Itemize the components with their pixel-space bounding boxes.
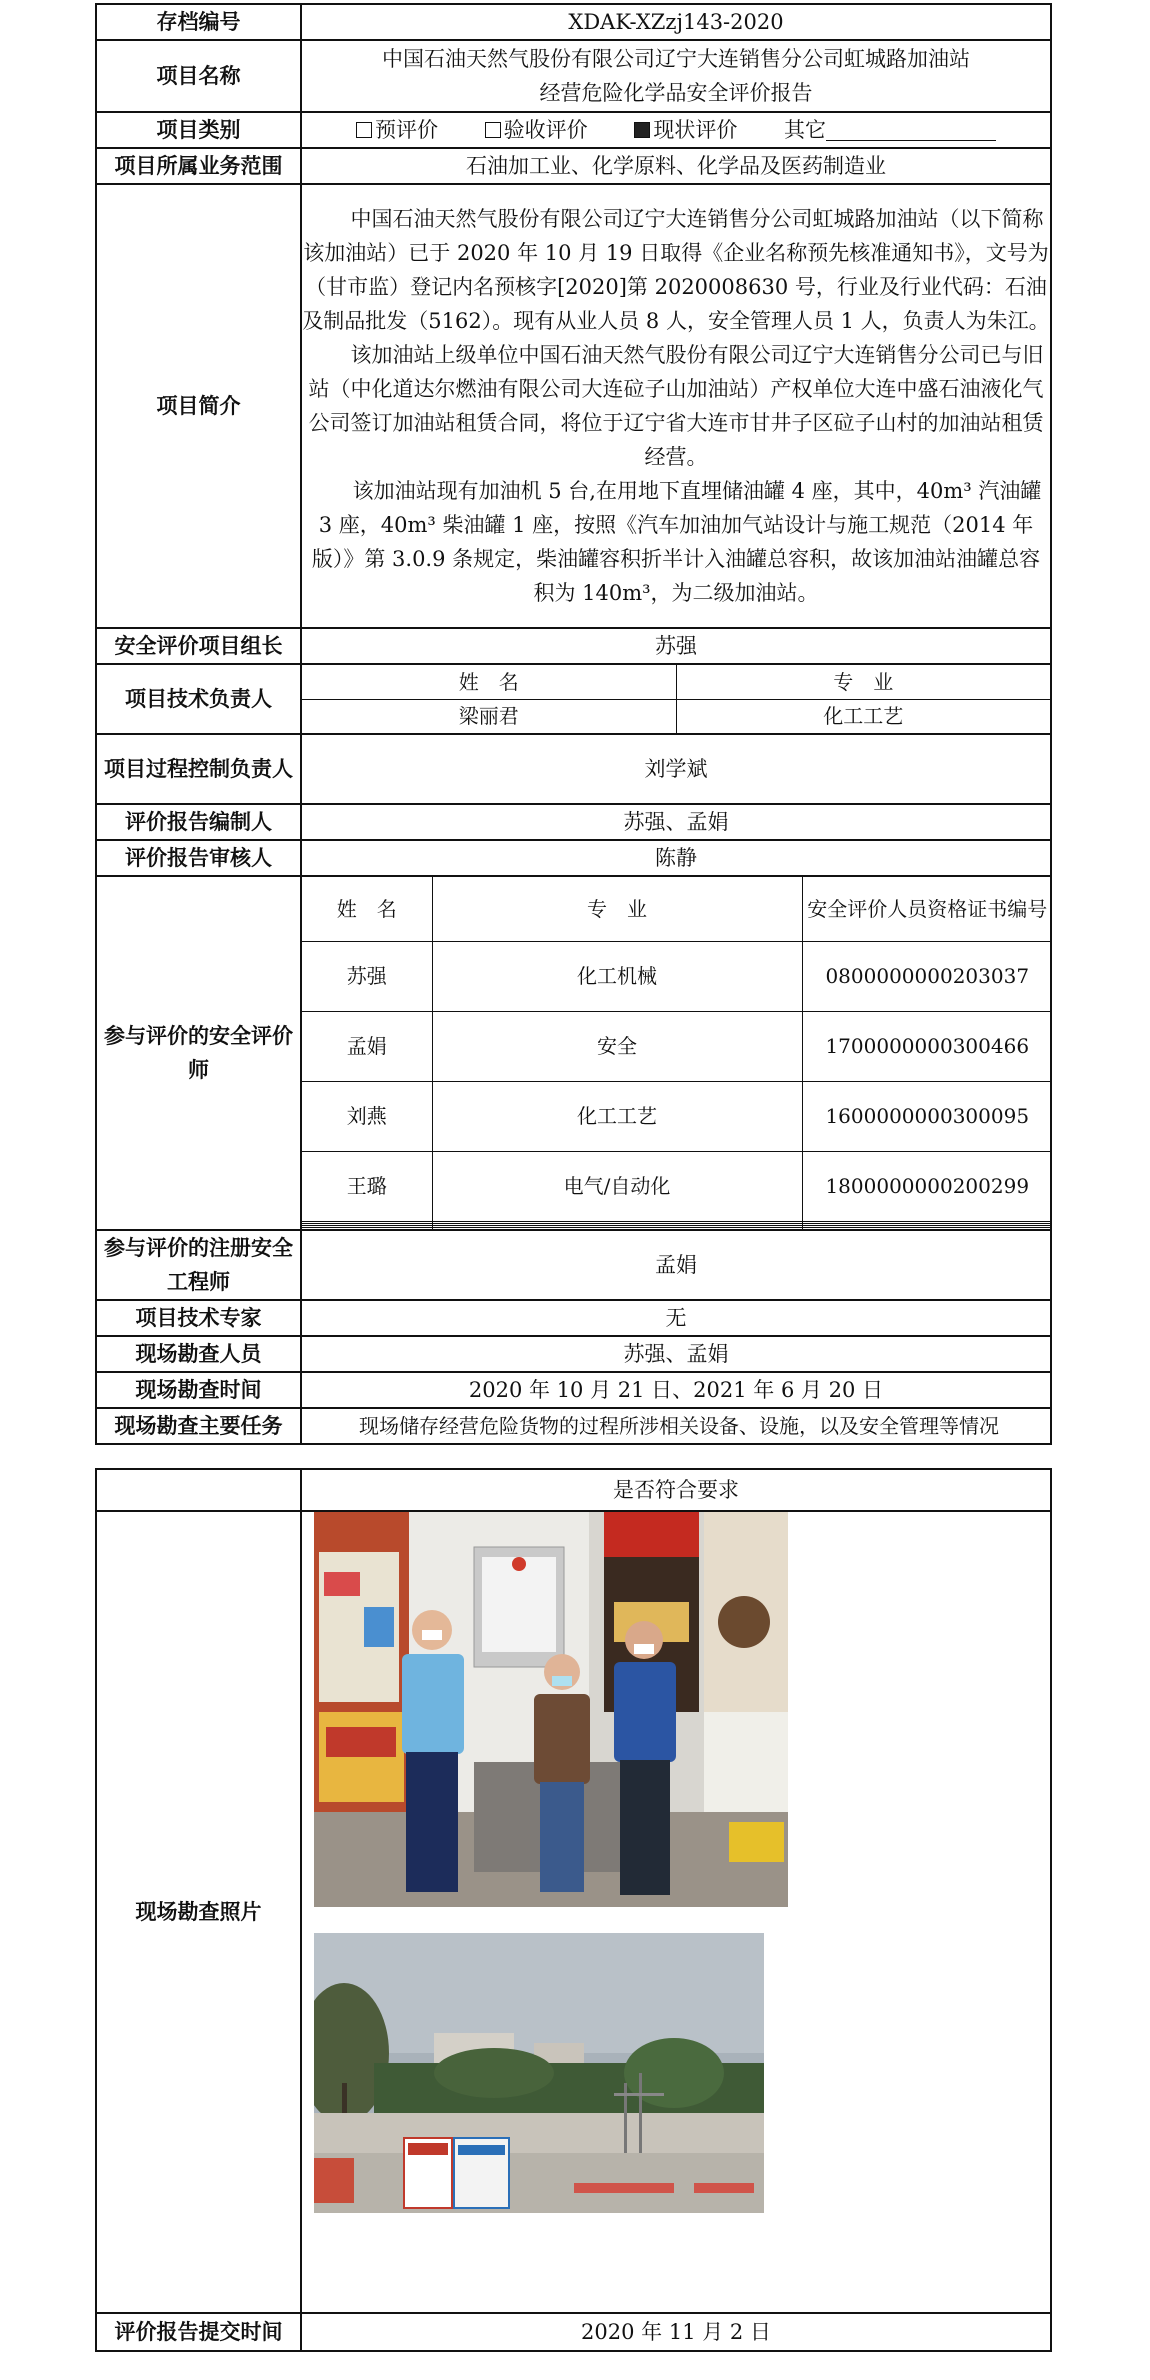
process-control-value: 刘学斌	[301, 734, 1051, 804]
intro-label: 项目简介	[96, 184, 301, 628]
compiler-label: 评价报告编制人	[96, 804, 301, 840]
project-type-options	[301, 112, 1051, 148]
photos-label: 现场勘查照片	[96, 1511, 301, 2313]
assessors-grid	[301, 876, 1051, 1230]
info-table	[95, 3, 1052, 1445]
site-photo-outdoor	[314, 1933, 764, 2213]
reviewer-value: 陈静	[301, 840, 1051, 876]
tech-lead-label: 项目技术负责人	[96, 664, 301, 734]
table-row: 王璐 电气/自动化 1800000000200299	[302, 1151, 1052, 1221]
checkbox-icon[interactable]	[356, 122, 372, 138]
table-row: 苏强 化工机械 0800000000203037	[302, 941, 1052, 1011]
tech-expert-value: 无	[301, 1300, 1051, 1336]
site-time-value: 2020 年 10 月 21 日、2021 年 6 月 20 日	[301, 1372, 1051, 1408]
type-option-pre[interactable]: 预评价	[356, 118, 438, 142]
intro-text	[301, 184, 1051, 628]
table-row: 刘燕 化工工艺 1600000000300095	[302, 1081, 1052, 1151]
site-time-label: 现场勘查时间	[96, 1372, 301, 1408]
tech-lead-major-header: 专 业	[676, 665, 1050, 699]
project-name-line1: 中国石油天然气股份有限公司辽宁大连销售分公司虹城路加油站	[382, 47, 970, 71]
project-type-label: 项目类别	[96, 112, 301, 148]
checkbox-icon[interactable]	[485, 122, 501, 138]
table-row: 孟娟 安全 1700000000300466	[302, 1011, 1052, 1081]
project-name-value	[301, 40, 1051, 112]
reviewer-label: 评价报告审核人	[96, 840, 301, 876]
other-underline	[826, 122, 996, 141]
tech-lead-grid	[301, 664, 1051, 734]
compiler-value: 苏强、孟娟	[301, 804, 1051, 840]
intro-paragraph: 中国石油天然气股份有限公司辽宁大连销售分公司虹城路加油站（以下简称该加油站）已于 2020 年 10 月 19 日取得《企业名称预先核准通知书》，文号为（甘市监）登记内名预核字[2020]第 2020008630 号，行业及行业代码：石油及制品批发（5162）。现有从业人员 8 人，安全管理人员 1 人，负责人为朱江。	[302, 207, 1050, 333]
checked-checkbox-icon[interactable]	[634, 122, 650, 138]
business-scope-value: 石油加工业、化学原料、化学品及医药制造业	[301, 148, 1051, 184]
submit-time-label: 评价报告提交时间	[96, 2313, 301, 2351]
tech-expert-label: 项目技术专家	[96, 1300, 301, 1336]
process-control-label: 项目过程控制负责人	[96, 734, 301, 804]
reg-engineer-value: 孟娟	[301, 1230, 1051, 1300]
assessor-major-header: 专 业	[432, 877, 802, 941]
tech-lead-name: 梁丽君	[302, 699, 676, 733]
site-staff-label: 现场勘查人员	[96, 1336, 301, 1372]
type-option-acceptance[interactable]: 验收评价	[485, 118, 588, 142]
site-staff-value: 苏强、孟娟	[301, 1336, 1051, 1372]
site-task-label: 现场勘查主要任务	[96, 1408, 301, 1444]
table-row	[302, 1228, 1052, 1229]
project-name-label: 项目名称	[96, 40, 301, 112]
submit-time-value: 2020 年 11 月 2 日	[301, 2313, 1051, 2351]
assessor-cert-header: 安全评价人员资格证书编号	[802, 877, 1052, 941]
intro-paragraph: 该加油站上级单位中国石油天然气股份有限公司辽宁大连销售分公司已与旧站（中化道达尔燃油有限公司大连砬子山加油站）产权单位大连中盛石油液化气公司签订加油站租赁合同，将位于辽宁省大连市甘井子区砬子山村的加油站租赁经营。	[308, 343, 1044, 469]
assessors-label: 参与评价的安全评价师	[96, 876, 301, 1230]
tech-lead-name-header: 姓 名	[302, 665, 676, 699]
team-leader-label: 安全评价项目组长	[96, 628, 301, 664]
team-leader-value: 苏强	[301, 628, 1051, 664]
type-option-current[interactable]: 现状评价	[634, 118, 737, 142]
archive-label: 存档编号	[96, 4, 301, 40]
business-scope-label: 项目所属业务范围	[96, 148, 301, 184]
type-option-other: 其它	[784, 118, 996, 142]
photo-table-corner	[96, 1469, 301, 1511]
assessor-name-header: 姓 名	[302, 877, 432, 941]
site-task-value: 现场储存经营危险货物的过程所涉相关设备、设施，以及安全管理等情况	[301, 1408, 1051, 1444]
archive-value: XDAK-XZzj143-2020	[301, 4, 1051, 40]
site-photo-staff	[314, 1512, 788, 1907]
intro-paragraph: 该加油站现有加油机 5 台,在用地下直埋储油罐 4 座，其中，40m³ 汽油罐 3 座，40m³ 柴油罐 1 座，按照《汽车加油加气站设计与施工规范（2014 年版）》第 3.0.9 条规定，柴油罐容积折半计入油罐总容积，故该加油站油罐总容积为 140m³，为二级加油站。	[311, 479, 1042, 605]
compliance-header: 是否符合要求	[301, 1469, 1051, 1511]
project-name-line2: 经营危险化学品安全评价报告	[539, 81, 813, 105]
tech-lead-major: 化工工艺	[676, 699, 1050, 733]
reg-engineer-label: 参与评价的注册安全工程师	[96, 1230, 301, 1300]
